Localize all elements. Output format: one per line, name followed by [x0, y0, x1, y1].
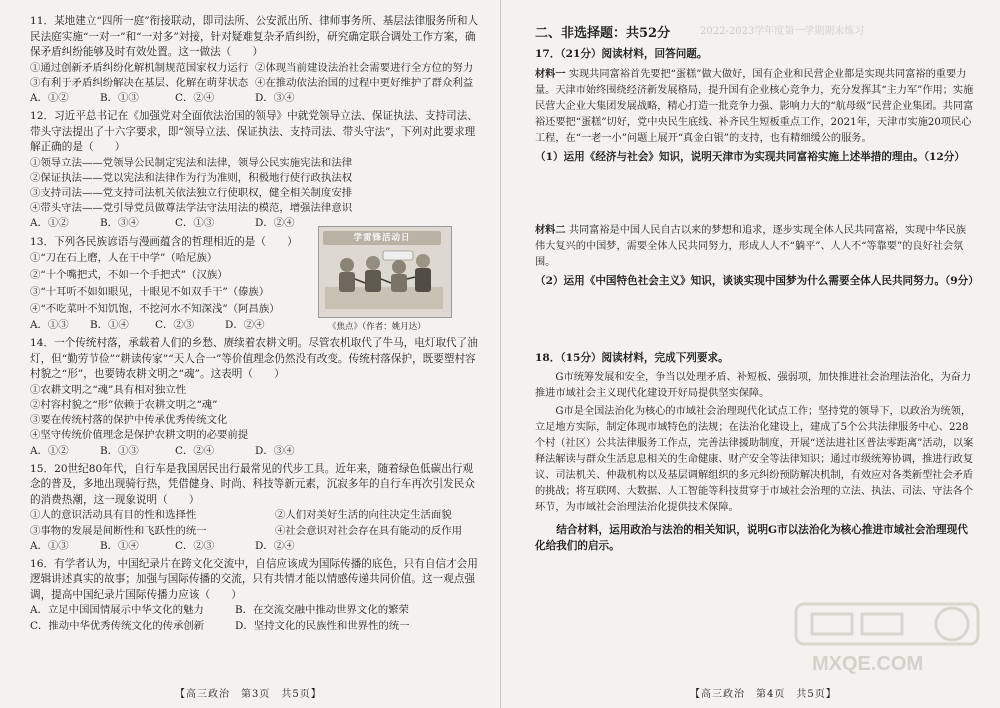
- q17-block: [535, 46, 975, 165]
- q13-stem: 13．下列各民族谚语与漫画蕴含的哲理相近的是（ ）: [30, 235, 298, 248]
- q13-o3: ③“十耳听不如如眼见，十眼见不如双手干”（傣族）: [30, 286, 270, 299]
- q18-p2: G市是全国法治化为核心的市域社会治理现代化试点工作；坚持党的领导下，以政治为统领，立足地方实际，制定体现市域特色的法规；在法治化建设上，建成了5个公共法律服务中心、228个村（社区）公共法律服务工作点，完善法律援助制度，开展“送法进社区普法零距离”活动，以案释法解读与群众生活息息相关的生命健康、财产安全等法律知识；通过市级统筹协调，推进行政复议、司法机关、仲裁机构以及基层调解组织的多元纠纷预防解决机制，有效应对各类新型社会矛盾的挑战；将互联网、大数据、人工智能等科技贯穿于市域社会治理的立法、执法、司法、守法各个环节，为市域社会治理法治化提供技术保障。: [535, 406, 974, 513]
- q18-task: 结合材料，运用政治与法治的相关知识，说明G市以法治化为核心推进市域社会治理现代化给我们的启示。: [535, 524, 968, 552]
- cartoon-banner: 学雷锋活动日: [323, 231, 441, 245]
- q12-o1: ①领导立法——党领导公民制定宪法和法律，领导公民实施宪法和法律: [30, 156, 353, 169]
- q11-o3: ③有利于矛盾纠纷解决在基层、化解在萌芽状态: [30, 76, 249, 89]
- q13-o1: ①“刀在石上磨，人在干中学”（哈尼族）: [30, 252, 218, 265]
- material1-label: 材料一: [535, 68, 566, 80]
- q18-p1: G市统筹发展和安全，争当以处理矛盾、补短板、强弱项，加快推进社会治理法治化，为奋力推进市域社会主义现代化建设开好局提供坚实保障。: [535, 372, 972, 399]
- q17-task2: （2）运用《中国特色社会主义》知识，谈谈实现中国梦为什么需要全体人民共同努力。（9分）: [535, 275, 979, 287]
- q14-o2: ②村容村貌之“形”依赖于农耕文明之“魂”: [30, 399, 218, 412]
- q11-choice-a: A．①②: [30, 91, 69, 104]
- q16-oa: A．立足中国国情展示中华文化的魅力: [30, 604, 204, 617]
- q15-stem: 15．20世纪80年代，自行车是我国居民出行最常见的代步工具。近年来，随着绿色低碳出行观念的普及，多地出现骑行热，凭借健身、时尚、科技等新元素，沉寂多年的自行车再次引发民众的消费热潮，这一现象说明（ ）: [30, 462, 475, 506]
- q12-choice-a: A．①②: [30, 217, 69, 230]
- q11-choice-b: B．①③: [100, 91, 139, 104]
- page-4-footer: 【高三政治 第4页 共5页】: [690, 689, 837, 700]
- page-3-footer: 【高三政治 第3页 共5页】: [175, 689, 322, 700]
- q13-o2: ②“十个嘴把式，不如一个手把式”（汉族）: [30, 269, 228, 282]
- q11-o1: ①通过创新矛盾纠纷化解机制规范国家权力运行: [30, 61, 249, 74]
- q16-od: D．坚持文化的民族性和世界性的统一: [235, 619, 410, 632]
- q13-choice-b: B．①④: [90, 319, 129, 332]
- q14-o4: ④坚守传统价值理念是保护农耕文明的必要前提: [30, 429, 249, 442]
- q14-choice-d: D．③④: [255, 444, 295, 457]
- q11-stem: 11．某地建立“四所一庭”衔接联动，即司法所、公安派出所、律师事务所、基层法律服务所和人民法庭实施“一对一”和“一对多”対接，针对疑难复杂矛盾纠纷，研究确定联合调处工作方案，确保矛盾纠纷能够及时有效处置。这一做法（ ）: [30, 15, 479, 58]
- q12-o3: ③支持司法——党支持司法机关依法独立行使职权，健全相关制度安排: [30, 187, 353, 200]
- q12-o4: ④带头守法——党引导党员做尊法学法守法用法的模范，增强法律意识: [30, 202, 353, 215]
- q14-choice-b: B．①③: [100, 444, 139, 457]
- q13-cartoon: [318, 226, 452, 318]
- q15-choice-b: B．①④: [100, 539, 139, 552]
- q15-o1: ①人的意识活动具有目的性和选择性: [30, 509, 197, 522]
- q15-choice-c: C．②③: [175, 539, 215, 552]
- q17-part2: [535, 222, 979, 289]
- q17-head: 17．（21分）阅读材料，回答问题。: [535, 48, 708, 60]
- q15-o3: ③事物的发展是间断性和飞跃性的统一: [30, 524, 207, 537]
- section-heading: 二、非选择题：共52分: [535, 26, 671, 41]
- q12-o2: ②保证执法——党以宪法和法律作为行为准则，积极地行使行政执法权: [30, 171, 353, 184]
- q16-ob: B．在交流交融中推动世界文化的繁荣: [235, 604, 409, 617]
- q11-o2: ②体现当前建设法治社会需要进行全方位的努力: [255, 61, 474, 74]
- watermark-text: MXQE.COM: [812, 653, 924, 675]
- q14-stem: 14．一个传统村落，承载着人们的乡愁、赓续着农耕文明。尽管农机取代了牛马，电灯取代了油灯，但“勤劳节俭”“耕读传家”“天人合一”等价值理念仍然没有改变。传统村落保护，既要塑村容村貌之“形”，也要铸农耕文明之“魂”。这表明（ ）: [30, 337, 478, 381]
- q18-block: [535, 350, 975, 554]
- q18-head: 18．（15分）阅读材料，完成下列要求。: [535, 352, 729, 364]
- q14-choice-a: A．①②: [30, 444, 69, 457]
- q12-choice-c: C．①③: [175, 217, 215, 230]
- q15-o4: ④社会意识对社会存在具有能动的反作用: [275, 524, 463, 537]
- q17-material1: [535, 66, 975, 147]
- q13-choice-d: D．②④: [225, 319, 265, 332]
- q11-o4: ④在推动依法治国的过程中更好维护了群众利益: [255, 76, 474, 89]
- cartoon-figures-illustration: [325, 249, 443, 309]
- faint-header: 2022-2023学年度第一学期期末练习: [700, 26, 865, 37]
- q13-choice-c: C．②③: [155, 319, 195, 332]
- q16-oc: C．推动中华优秀传统文化的传承创新: [30, 619, 205, 632]
- q12-stem: 12．习近平总书记在《加强党对全面依法治国的领导》中就党领导立法、保证执法、支持司法、带头守法提出了十六字要求，即“领导立法、保证执法、支持司法、带头守法”，下列对此要求理解正确的是（ ）: [30, 110, 478, 154]
- material2-label: 材料二: [535, 224, 566, 236]
- q14-o1: ①农耕文明之“魂”具有相对独立性: [30, 383, 187, 396]
- q11-choice-c: C．②④: [175, 91, 215, 104]
- q17-material2: [535, 222, 975, 271]
- watermark-logo: [792, 598, 982, 678]
- q12-choice-d: D．②④: [255, 217, 295, 230]
- q11-choice-d: D．③④: [255, 91, 295, 104]
- q16-stem: 16．有学者认为，中国纪录片在跨文化交流中，自信应该成为国际传播的底色，只有自信才会用逻辑讲述真实的故事；加强与国际传播的交流，只有共情才能以情感传递共同价值。这一观点强调，提高中国纪录片国际传播力应该（ ）: [30, 557, 478, 601]
- q15-choice-a: A．①③: [30, 539, 69, 552]
- q15-o2: ②人们对美好生活的向往决定生活面貌: [275, 509, 452, 522]
- q12-choice-b: B．③④: [100, 217, 139, 230]
- q13-o4: ④“不吃菜叶不知饥饱，不挖河水不知深浅”（阿昌族）: [30, 303, 280, 316]
- q14-o3: ③要在传统村落的保护中传承优秀传统文化: [30, 414, 228, 427]
- q14-choice-c: C．②④: [175, 444, 215, 457]
- material1-text: 实现共同富裕首先要把“蛋糕”做大做好，国有企业和民营企业都是实现共同富裕的重要力量。天津市始终围绕经济新发展格局，提升国有企业核心竞争力，充分发挥其“主力军”作用；实施民营大企业大集团发展战略，精心打造一批竞争力强、影响力大的“航母级”民营企业集团。共同富裕还要把“蛋糕”切好，党中央民生底线、补齐民生短板重点工作，2021年，天津市实施20项民心工程，在“一老一小”问题上展开“真金白银”的支持，也有精细缓公的服务。: [535, 69, 974, 144]
- q15-choice-d: D．②④: [255, 539, 295, 552]
- q17-task1: （1）运用《经济与社会》知识，说明天津市为实现共同富裕实施上述举措的理由。（12分）: [535, 151, 965, 163]
- q13-choice-a: A．①③: [30, 319, 69, 332]
- cartoon-caption: 《焦点》（作者：姚月达）: [328, 322, 426, 332]
- material2-text: 共同富裕是中国人民自古以来的梦想和追求，逐步实现全体人民共同富裕，实现中华民族伟大复兴的中国梦，需要全体人民共同努力，形成人人不“躺平”、人人不“等靠要”的良好社会氛围。: [535, 225, 967, 268]
